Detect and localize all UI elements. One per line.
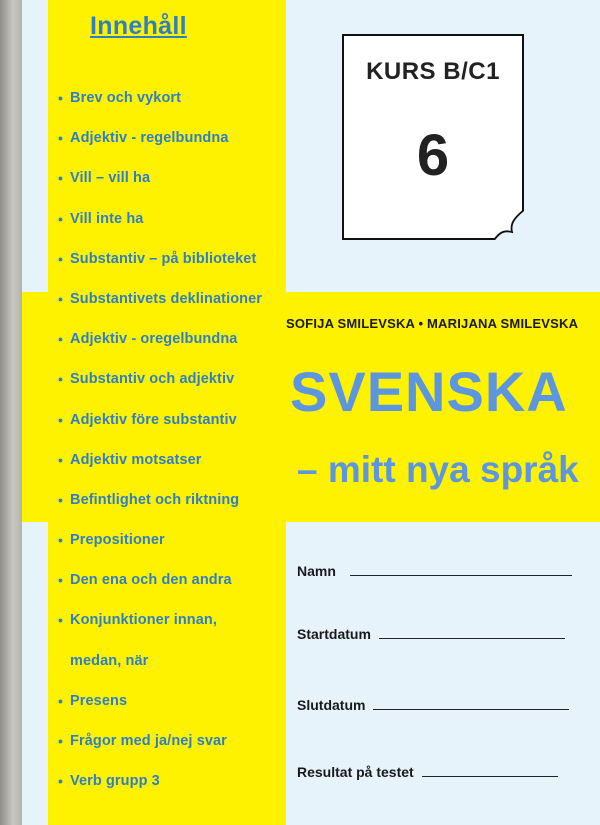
- contents-item: [58, 532, 262, 572]
- contents-item-text: Adjektiv - regelbundna: [70, 130, 229, 147]
- end-date-field: [297, 697, 569, 713]
- contents-item: [58, 693, 262, 733]
- contents-item: [58, 90, 262, 130]
- contents-item: [58, 612, 262, 652]
- contents-item: [58, 371, 262, 411]
- contents-item-text: Prepositioner: [70, 532, 165, 549]
- bullet-icon: •: [58, 210, 64, 227]
- level-box: [342, 34, 524, 240]
- bullet-icon: •: [58, 612, 64, 629]
- contents-item: [58, 130, 262, 170]
- contents-item: [58, 773, 262, 813]
- contents-item: [58, 572, 262, 612]
- contents-item-text: Presens: [70, 692, 128, 709]
- bullet-icon: •: [58, 692, 64, 709]
- contents-item: [58, 331, 262, 371]
- contents-item: [58, 170, 262, 210]
- contents-item-text: Substantiv – på biblioteket: [70, 250, 257, 267]
- bullet-icon: •: [58, 411, 64, 428]
- result-field: [297, 764, 558, 780]
- contents-item: [58, 251, 262, 291]
- bullet-icon: •: [58, 532, 64, 549]
- course-label: KURS B/C1: [366, 58, 500, 85]
- contents-item-text: Vill – vill ha: [70, 170, 151, 187]
- contents-item: [58, 211, 262, 251]
- result-line[interactable]: [422, 776, 558, 777]
- contents-item-text: Frågor med ja/nej svar: [70, 733, 227, 749]
- contents-item-text: Brev och vykort: [70, 90, 182, 106]
- contents-item-text: Substantivets deklinationer: [70, 290, 263, 307]
- bullet-icon: •: [58, 451, 64, 468]
- start-date-label: Startdatum: [297, 626, 371, 642]
- page-curl-icon: [492, 210, 524, 240]
- contents-item-text: Substantiv och adjektiv: [70, 371, 235, 388]
- bullet-icon: •: [58, 371, 64, 388]
- contents-item-text: Adjektiv motsatser: [70, 451, 202, 468]
- bullet-icon: •: [58, 572, 64, 589]
- bullet-icon: •: [58, 170, 64, 187]
- contents-item-text: Verb grupp 3: [70, 773, 160, 790]
- contents-item-text: Adjektiv - oregelbundna: [70, 331, 238, 348]
- authors: SOFIJA SMILEVSKA • MARIJANA SMILEVSKA: [286, 316, 579, 331]
- bullet-icon: •: [58, 130, 64, 147]
- contents-item: [58, 412, 262, 452]
- bullet-icon: •: [58, 491, 64, 508]
- start-date-field: [297, 626, 565, 642]
- name-label: Namn: [297, 563, 336, 579]
- contents-item: [58, 492, 262, 532]
- contents-item: [58, 291, 262, 331]
- end-date-line[interactable]: [373, 709, 569, 710]
- book-spine: [0, 0, 22, 825]
- contents-item: [58, 653, 262, 693]
- contents-item-text: Den ena och den andra: [70, 572, 232, 589]
- contents-item: [58, 733, 262, 773]
- bullet-icon: •: [58, 331, 64, 348]
- contents-item-text: Konjunktioner innan,: [70, 612, 217, 629]
- bullet-icon: •: [58, 290, 64, 307]
- contents-list: [58, 90, 262, 813]
- volume-number: 6: [416, 123, 450, 188]
- bullet-icon: •: [58, 90, 64, 106]
- contents-item: [58, 452, 262, 492]
- contents-item-text: Befintlighet och riktning: [70, 491, 240, 508]
- name-field: [297, 563, 572, 579]
- book-title: SVENSKA: [290, 360, 568, 423]
- contents-item-text: Vill inte ha: [70, 210, 144, 227]
- contents-item-text: medan, när: [70, 652, 149, 669]
- bullet-icon: •: [58, 250, 64, 267]
- contents-heading: Innehåll: [90, 12, 187, 40]
- bullet-icon: •: [58, 773, 64, 790]
- book-subtitle: – mitt nya språk: [297, 449, 579, 490]
- result-label: Resultat på testet: [297, 764, 414, 780]
- contents-item-text: Adjektiv före substantiv: [70, 411, 237, 428]
- end-date-label: Slutdatum: [297, 697, 366, 713]
- name-line[interactable]: [350, 575, 572, 576]
- start-date-line[interactable]: [379, 638, 565, 639]
- bullet-icon: •: [58, 733, 64, 749]
